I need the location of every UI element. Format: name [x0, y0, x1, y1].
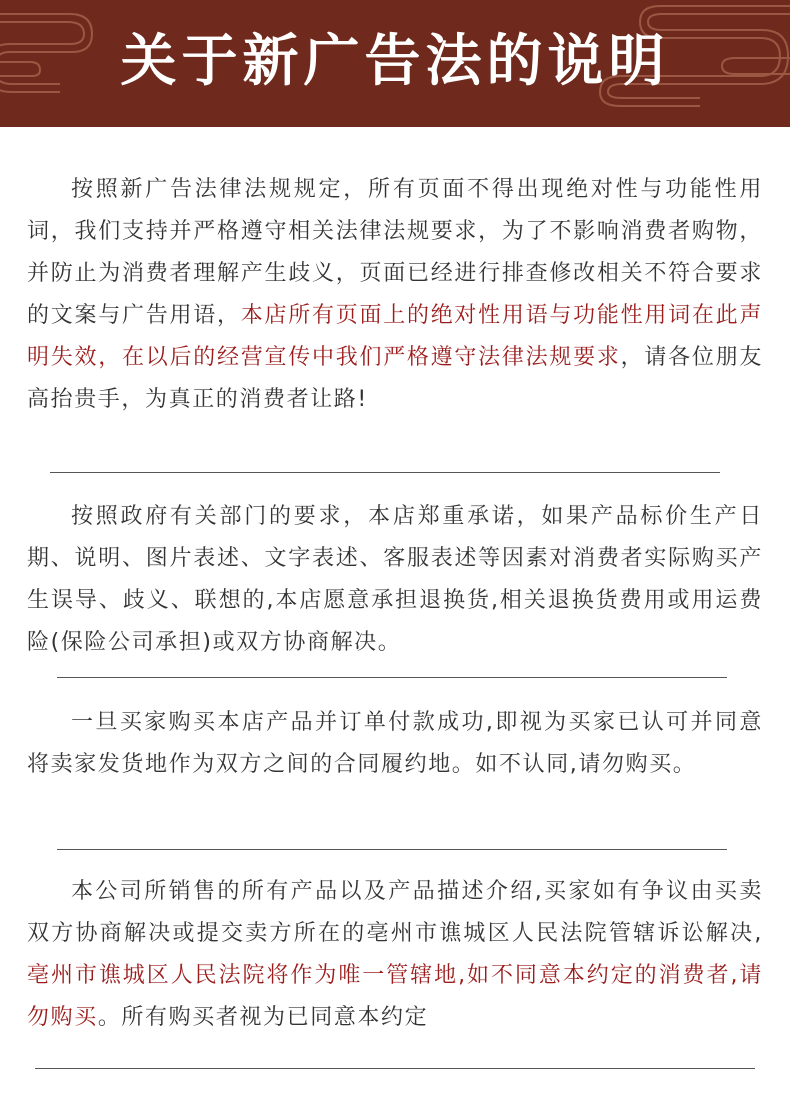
divider [57, 849, 727, 850]
section-contract-place [27, 702, 763, 786]
section-text: 一旦买家购买本店产品并订单付款成功,即视为买家已认可并同意将卖家发货地作为双方之间的合同履约地。如不认同,请勿购买。 [27, 710, 763, 777]
section-text: 。所有购买者视为已同意本约定 [97, 1005, 429, 1030]
highlight-text: 本店所有页面上的绝对性用语与功能性用词在此声明失效，在以后的经营宣传中我们严格遵守法律法规要求 [27, 303, 763, 370]
section-text: ，请各位朋友高抬贵手，为真正的消费者让路! [27, 345, 763, 412]
section-text: 按照新广告法律法规规定，所有页面不得出现绝对性与功能性用词，我们支持并严格遵守相关法律法规要求，为了不影响消费者购物，并防止为消费者理解产生歧义，页面已经进行排查修改相关不符合要求的文案与广告用语， [27, 177, 763, 328]
divider [50, 472, 720, 473]
section-text: 按照政府有关部门的要求，本店郑重承诺，如果产品标价生产日期、说明、图片表述、文字表述、客服表述等因素对消费者实际购买产生误导、歧义、联想的,本店愿意承担退换货,相关退换货费用或用运费险(保险公司承担)或双方协商解决。 [27, 504, 763, 655]
divider [57, 677, 727, 678]
highlight-text: 亳州市谯城区人民法院将作为唯一管辖地,如不同意本约定的消费者,请勿购买 [27, 963, 763, 1030]
section-jurisdiction [27, 871, 763, 1039]
section-advertising-law [27, 169, 763, 421]
divider [35, 1068, 755, 1069]
title-banner [0, 0, 790, 127]
page-title: 关于新广告法的说明 [120, 29, 670, 94]
section-commitment [27, 496, 763, 664]
section-text: 本公司所销售的所有产品以及产品描述介绍,买家如有争议由买卖双方协商解决或提交卖方所在的亳州市谯城区人民法院管辖诉讼解决, [27, 879, 763, 946]
